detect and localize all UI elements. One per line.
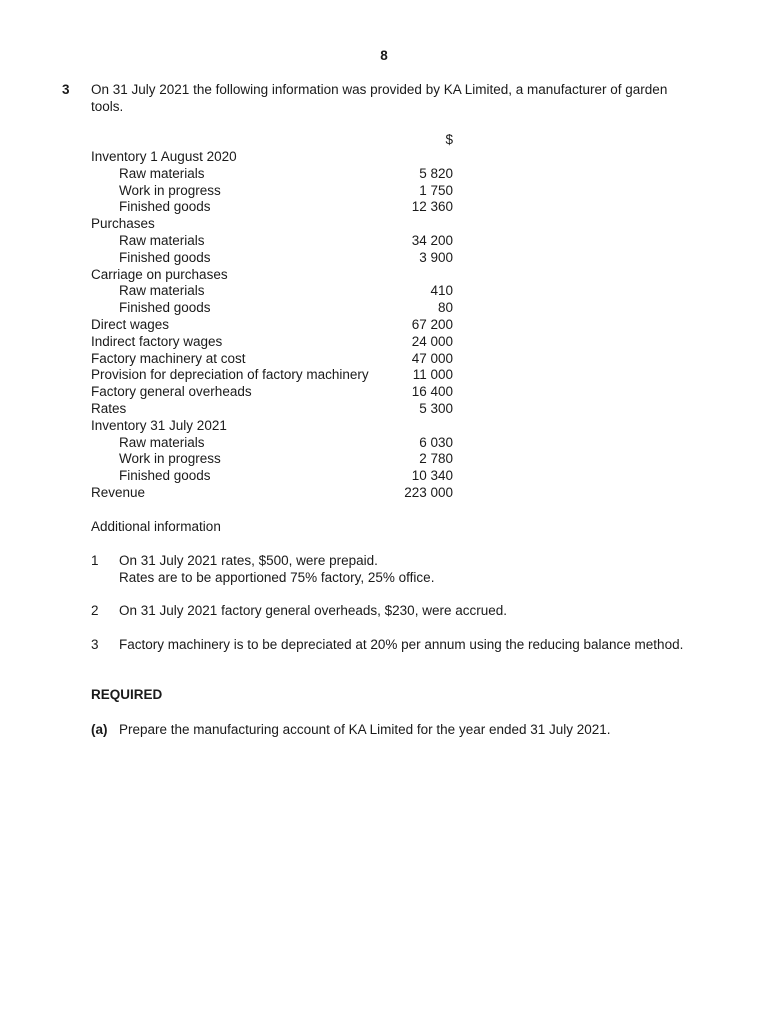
note-number: 1 bbox=[91, 553, 99, 568]
balance-value: 2 780 bbox=[419, 451, 453, 467]
balance-label: Raw materials bbox=[119, 434, 205, 450]
balance-row bbox=[91, 300, 453, 317]
additional-note-1 bbox=[91, 553, 687, 587]
balance-label: Finished goods bbox=[119, 468, 211, 484]
balance-value bbox=[393, 267, 453, 284]
balance-label: Rates bbox=[91, 400, 127, 416]
additional-info-heading: Additional information bbox=[91, 519, 221, 534]
balance-row bbox=[91, 149, 453, 166]
balance-row bbox=[91, 317, 453, 334]
balance-row bbox=[91, 250, 453, 267]
balance-label: Inventory 1 August 2020 bbox=[91, 149, 237, 164]
currency-header: $ bbox=[445, 132, 453, 147]
balance-value: 67 200 bbox=[411, 316, 453, 332]
balance-value: 223 000 bbox=[404, 484, 453, 500]
balance-value: 10 340 bbox=[411, 468, 453, 484]
question-number: 3 bbox=[62, 82, 70, 97]
balance-value: 410 bbox=[430, 283, 453, 299]
balance-row bbox=[91, 334, 453, 351]
balance-label: Indirect factory wages bbox=[91, 333, 223, 349]
balance-value bbox=[393, 418, 453, 435]
balance-label: Revenue bbox=[91, 484, 146, 500]
balance-row bbox=[91, 401, 453, 418]
balance-value: 12 360 bbox=[411, 199, 453, 215]
balance-label: Finished goods bbox=[119, 300, 211, 316]
balance-row bbox=[91, 485, 453, 502]
balance-row bbox=[91, 384, 453, 401]
question-intro: On 31 July 2021 the following information was provided by KA Limited, a manufacturer of garden tools. bbox=[91, 82, 668, 114]
balance-row bbox=[91, 216, 453, 233]
balance-row bbox=[91, 183, 453, 200]
note-number: 2 bbox=[91, 603, 99, 618]
note-number: 3 bbox=[91, 637, 99, 652]
balance-value bbox=[393, 149, 453, 166]
balance-label: Work in progress bbox=[119, 182, 221, 198]
balance-row bbox=[91, 418, 453, 435]
balance-label: Factory general overheads bbox=[91, 384, 252, 400]
balance-list bbox=[91, 149, 453, 502]
balance-row bbox=[91, 199, 453, 216]
balance-value: 16 400 bbox=[411, 384, 453, 400]
balance-row bbox=[91, 166, 453, 183]
balance-value bbox=[393, 216, 453, 233]
balance-row bbox=[91, 351, 453, 368]
balance-label: Finished goods bbox=[119, 199, 211, 215]
balance-label: Work in progress bbox=[119, 451, 221, 467]
additional-note-2 bbox=[91, 603, 687, 620]
balance-value: 1 750 bbox=[419, 182, 453, 198]
balance-value: 6 030 bbox=[419, 434, 453, 450]
note-text: On 31 July 2021 factory general overheads, $230, were accrued. bbox=[119, 603, 507, 618]
balance-value: 80 bbox=[437, 300, 453, 316]
balance-value: 5 300 bbox=[419, 400, 453, 416]
part-a-letter: (a) bbox=[91, 722, 108, 737]
balance-label: Factory machinery at cost bbox=[91, 350, 246, 366]
balance-value: 24 000 bbox=[411, 333, 453, 349]
required-heading: REQUIRED bbox=[91, 687, 163, 702]
balance-row bbox=[91, 233, 453, 250]
balance-label: Direct wages bbox=[91, 316, 170, 332]
balance-value: 47 000 bbox=[411, 350, 453, 366]
balance-label: Carriage on purchases bbox=[91, 266, 228, 282]
balance-value: 5 820 bbox=[419, 165, 453, 181]
note-text: On 31 July 2021 rates, $500, were prepaid. Rates are to be apportioned 75% factory, 25% office. bbox=[119, 553, 435, 585]
balance-row bbox=[91, 435, 453, 452]
balance-row bbox=[91, 267, 453, 284]
page-number: 8 bbox=[380, 48, 388, 63]
balance-row bbox=[91, 451, 453, 468]
note-text: Factory machinery is to be depreciated at 20% per annum using the reducing balance method. bbox=[119, 637, 684, 652]
balance-value: 3 900 bbox=[419, 249, 453, 265]
additional-note-3 bbox=[91, 637, 687, 654]
balance-label: Raw materials bbox=[119, 232, 205, 248]
part-a bbox=[91, 722, 687, 739]
balance-value: 34 200 bbox=[411, 232, 453, 248]
balance-label: Provision for depreciation of factory machinery bbox=[91, 367, 369, 383]
balance-row bbox=[91, 468, 453, 485]
balance-row bbox=[91, 367, 453, 384]
balance-label: Raw materials bbox=[119, 165, 205, 181]
balance-row bbox=[91, 283, 453, 300]
balance-label: Raw materials bbox=[119, 283, 205, 299]
balance-label: Purchases bbox=[91, 216, 155, 232]
balance-label: Inventory 31 July 2021 bbox=[91, 417, 227, 433]
balance-value: 11 000 bbox=[412, 367, 453, 383]
balance-label: Finished goods bbox=[119, 249, 211, 265]
part-a-text: Prepare the manufacturing account of KA Limited for the year ended 31 July 2021. bbox=[119, 722, 611, 737]
